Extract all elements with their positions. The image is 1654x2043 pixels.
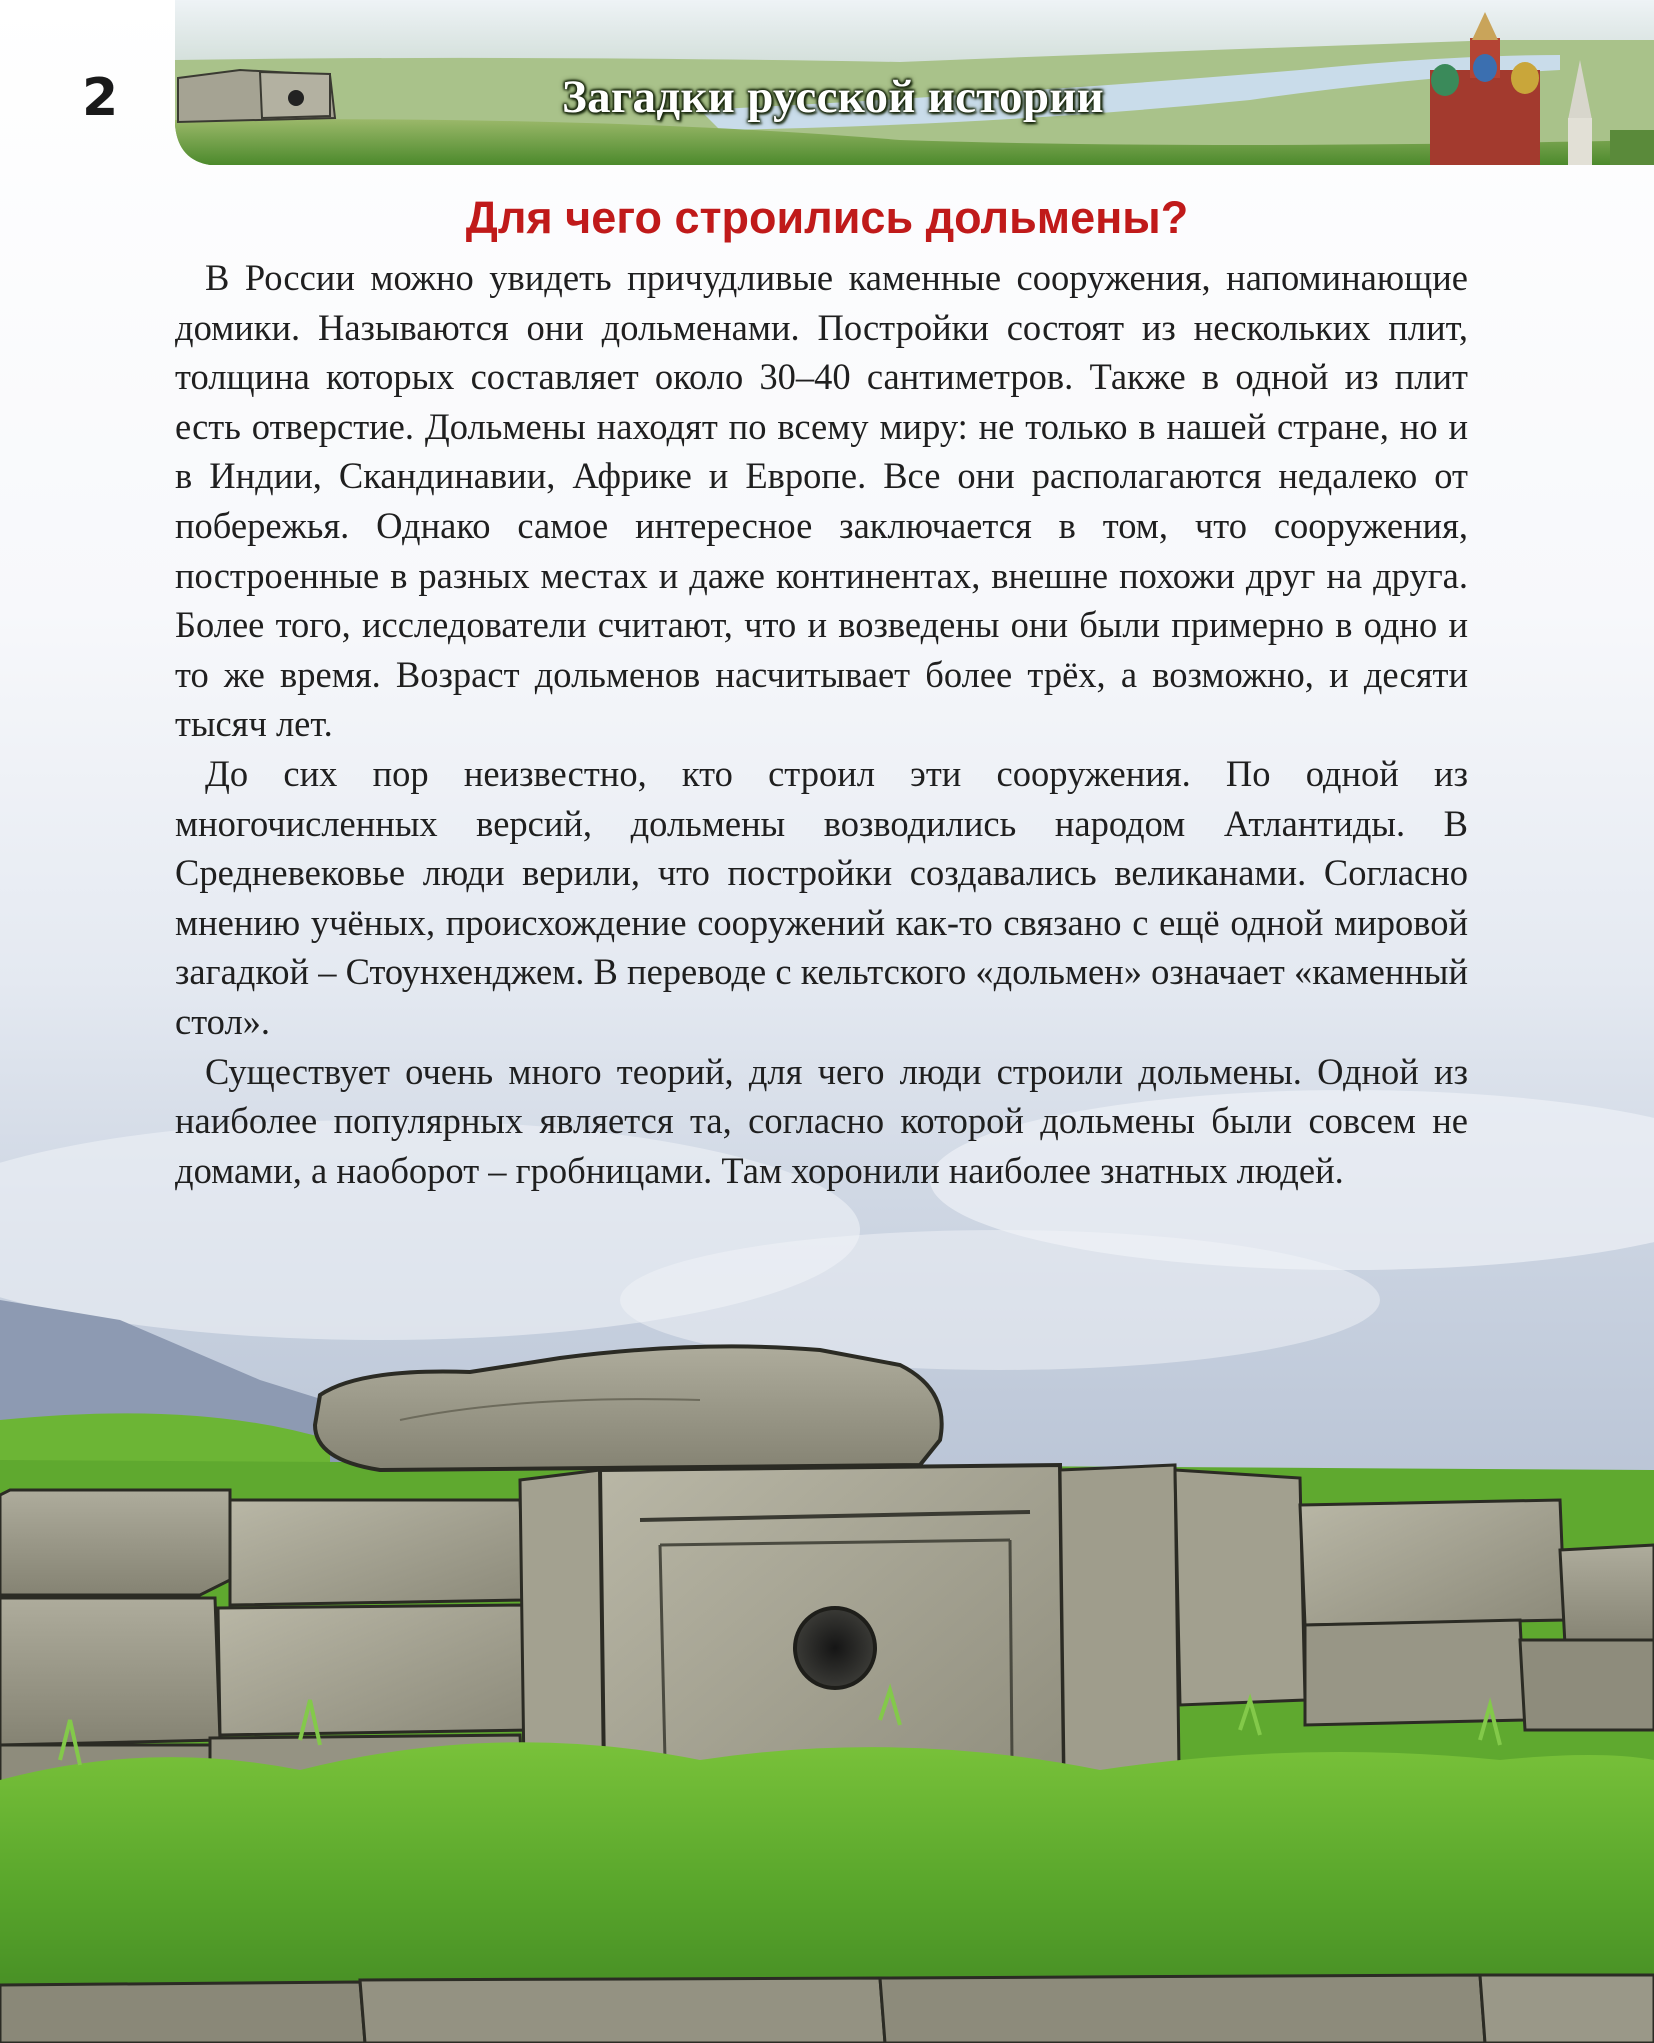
paragraph: До сих пор неизвестно, кто строил эти сооружения. По одной из многочисленных версий, дольмены возводились народом Атлантиды. В Средневековье люди верили, что постройки создавались великанами. Согласно мнению учёных, происхождение сооружений как-то связано с ещё одной мировой загадкой – Стоунхенджем. В переводе с кельтского «дольмен» означает «каменный стол». [175, 752, 1468, 1042]
paragraph: Существует очень много теорий, для чего люди строили дольмены. Одной из наиболее популярных является та, согласно которой дольмены были совсем не домами, а наоборот – гробницами. Там хоронили наиболее знатных людей. [175, 1050, 1468, 1191]
page-number: 2 [82, 68, 119, 128]
article-body [175, 253, 1468, 1195]
banner-title: Загадки русской истории [562, 71, 1105, 123]
article-heading: Для чего строились дольмены? [465, 192, 1189, 243]
paragraph: В России можно увидеть причудливые каменные сооружения, напоминающие домики. Называются они дольменами. Постройки состоят из нескольких плит, толщина которых составляет около 30–40 сантиметров. Также в одной из плит есть отверстие. Дольмены находят по всему миру: не только в нашей стране, но и в Индии, Скандинавии, Африке и Европе. Все они располагаются недалеко от побережья. Однако самое интересное заключается в том, что сооружения, построенные в разных местах и даже континентах, внешне похожи друг на друга. Более того, исследователи считают, что и возведены они были примерно в одно и то же время. Возраст дольменов насчитывает более трёх, а возможно, и десяти тысяч лет. [175, 257, 1468, 745]
